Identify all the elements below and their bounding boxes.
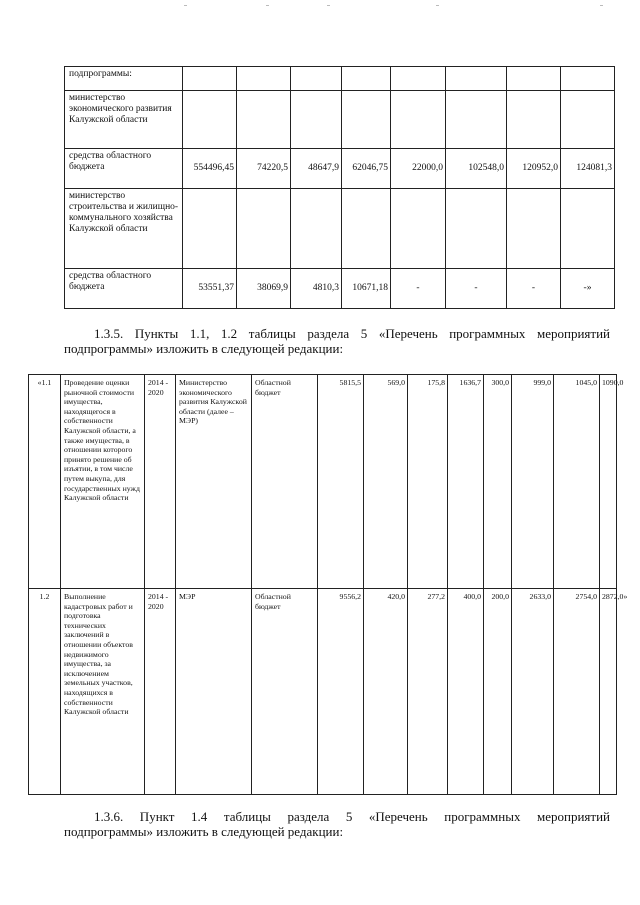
paragraph-line: 1.3.6. Пункт 1.4 таблицы раздела 5 «Перечень программных мероприятий bbox=[94, 809, 610, 824]
table-row bbox=[29, 589, 617, 795]
item-number: «1.1 bbox=[29, 375, 61, 589]
table-cell: - bbox=[391, 269, 446, 309]
table-cell: 62046,75 bbox=[342, 149, 391, 189]
item-source: Областной бюджет bbox=[252, 375, 318, 589]
table-cell: 74220,5 bbox=[237, 149, 291, 189]
table-cell: - bbox=[446, 269, 507, 309]
table-row bbox=[65, 269, 615, 309]
table-cell: 300,0 bbox=[484, 375, 512, 589]
table-cell: 9556,2 bbox=[318, 589, 364, 795]
row-label: подпрограммы: bbox=[65, 67, 183, 91]
item-number: 1.2 bbox=[29, 589, 61, 795]
item-period: 2014 - 2020 bbox=[145, 375, 176, 589]
row-label: средства областного бюджета bbox=[65, 149, 183, 189]
table-cell: 48647,9 bbox=[291, 149, 342, 189]
table-cell: - bbox=[507, 269, 561, 309]
paragraph-1-3-6 bbox=[64, 809, 610, 839]
table-cell: 1090,0 bbox=[600, 375, 617, 589]
paragraph-line: 1.3.5. Пункты 1.1, 1.2 таблицы раздела 5 «Перечень программных мероприятий bbox=[94, 326, 610, 341]
table-cell: 120952,0 bbox=[507, 149, 561, 189]
row-label: министерство экономического развития Калужской области bbox=[65, 91, 183, 149]
table-cell: 10671,18 bbox=[342, 269, 391, 309]
scan-mark bbox=[184, 5, 187, 6]
table-cell: 53551,37 bbox=[183, 269, 237, 309]
table-row bbox=[65, 149, 615, 189]
table-row bbox=[29, 375, 617, 589]
scan-mark bbox=[436, 5, 439, 6]
table-cell: 420,0 bbox=[364, 589, 408, 795]
item-description: Выполнение кадастровых работ и подготовка технических заключений в отношении объектов недвижимого имущества, за исключением земельных участков, находящихся в собственности Калужской области bbox=[61, 589, 145, 795]
item-executor: МЭР bbox=[176, 589, 252, 795]
table-cell: 4810,3 bbox=[291, 269, 342, 309]
paragraph-1-3-5 bbox=[64, 326, 610, 356]
table-cell: 1045,0 bbox=[554, 375, 600, 589]
table-cell: 102548,0 bbox=[446, 149, 507, 189]
table-cell: 2872,0» bbox=[600, 589, 617, 795]
item-executor: Министерство экономического развития Калужской области (далее – МЭР) bbox=[176, 375, 252, 589]
table-cell: 1636,7 bbox=[448, 375, 484, 589]
table-cell: 5815,5 bbox=[318, 375, 364, 589]
table-row bbox=[65, 91, 615, 149]
table-cell: 554496,45 bbox=[183, 149, 237, 189]
scan-mark bbox=[600, 5, 603, 6]
table-row bbox=[65, 189, 615, 269]
paragraph-line: подпрограммы» изложить в следующей редакции: bbox=[64, 341, 344, 356]
table-cell: -» bbox=[561, 269, 615, 309]
table-cell: 2633,0 bbox=[512, 589, 554, 795]
scan-mark bbox=[327, 5, 330, 6]
table-cell: 200,0 bbox=[484, 589, 512, 795]
table-row bbox=[65, 67, 615, 91]
table-cell: 22000,0 bbox=[391, 149, 446, 189]
item-description: Проведение оценки рыночной стоимости имущества, находящегося в собственности Калужской области, а также имущества, в отношении которого принято решение об изъятии, в том числе путем выкупа, для государственных нужд Калужской области bbox=[61, 375, 145, 589]
measures-table bbox=[28, 374, 628, 795]
table-cell: 2754,0 bbox=[554, 589, 600, 795]
table-cell: 569,0 bbox=[364, 375, 408, 589]
table-cell: 175,8 bbox=[408, 375, 448, 589]
item-period: 2014 - 2020 bbox=[145, 589, 176, 795]
table-cell: 999,0 bbox=[512, 375, 554, 589]
table-cell: 400,0 bbox=[448, 589, 484, 795]
item-source: Областной бюджет bbox=[252, 589, 318, 795]
scan-mark bbox=[266, 5, 269, 6]
row-label: министерство строительства и жилищно-коммунального хозяйства Калужской области bbox=[65, 189, 183, 269]
table-cell: 277,2 bbox=[408, 589, 448, 795]
table-cell: 124081,3 bbox=[561, 149, 615, 189]
table-cell: 38069,9 bbox=[237, 269, 291, 309]
funding-table bbox=[64, 66, 615, 309]
row-label: средства областного бюджета bbox=[65, 269, 183, 309]
paragraph-line: подпрограммы» изложить в следующей редакции: bbox=[64, 824, 344, 839]
